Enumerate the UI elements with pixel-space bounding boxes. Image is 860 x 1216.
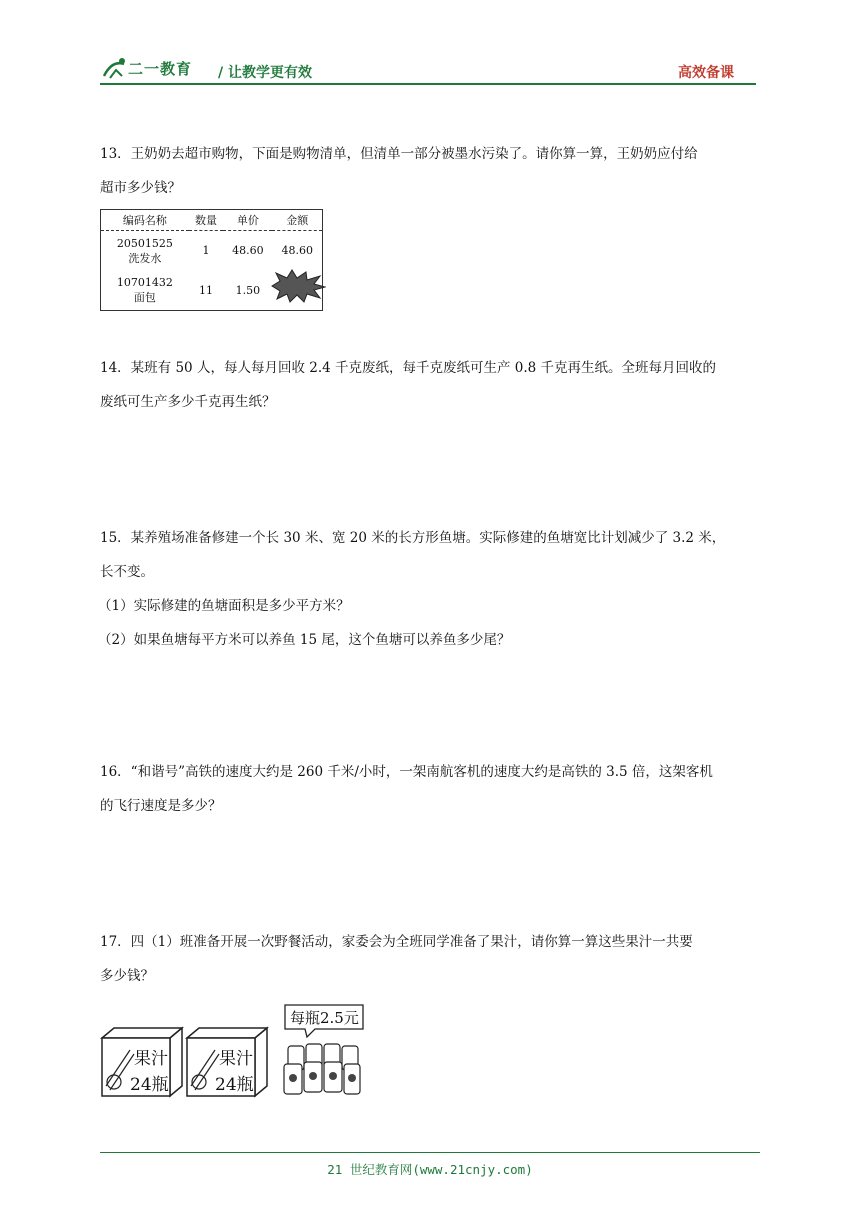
juice-box-count: 24瓶 xyxy=(215,1075,254,1095)
logo-text: 二一教育 xyxy=(128,60,193,78)
receipt-row xyxy=(101,231,323,271)
question-15 xyxy=(100,521,760,657)
question-15-line1: 15．某养殖场准备修建一个长 30 米、宽 20 米的长方形鱼塘。实际修建的鱼塘宽比计划减少了 3.2 米， xyxy=(100,530,726,546)
price-per-bottle: 每瓶2.5元 xyxy=(290,1009,359,1027)
receipt-amount: 48.60 xyxy=(281,244,313,258)
juice-box-label: 果汁 xyxy=(219,1049,253,1069)
question-15-sub2: （2）如果鱼塘每平方米可以养鱼 15 尾，这个鱼塘可以养鱼多少尾？ xyxy=(98,632,511,648)
question-16 xyxy=(100,755,760,823)
receipt-header-cell: 单价 xyxy=(223,210,272,231)
receipt-header-cell: 编码名称 xyxy=(101,210,189,231)
footer-divider xyxy=(100,1152,760,1153)
question-15-line2: 长不变。 xyxy=(100,564,154,580)
receipt-price: 1.50 xyxy=(235,283,261,297)
receipt-header-cell: 金额 xyxy=(272,210,322,231)
question-14-line2: 废纸可生产多少千克再生纸？ xyxy=(100,394,276,410)
receipt-item-code: 20501525 xyxy=(116,236,173,250)
receipt-item-name: 洗发水 xyxy=(128,251,162,265)
receipt-item-name: 面包 xyxy=(133,291,156,305)
receipt-item-cell xyxy=(101,231,189,271)
receipt-header-cell: 数量 xyxy=(189,210,223,231)
question-17-line2: 多少钱？ xyxy=(100,968,154,984)
juice-box xyxy=(185,1026,269,1098)
question-17-line1: 17．四（1）班准备开展一次野餐活动，家委会为全班同学准备了果汁，请你算一算这些果汁一共要 xyxy=(100,934,693,950)
juice-box-label: 果汁 xyxy=(134,1049,168,1069)
receipt-qty: 11 xyxy=(199,283,214,297)
page-header xyxy=(100,52,756,86)
ink-stain-icon xyxy=(270,269,326,303)
question-16-line2: 的飞行速度是多少？ xyxy=(100,798,222,814)
receipt-price: 48.60 xyxy=(232,244,264,258)
footer-text: 21 世纪教育网(www.21cnjy.com) xyxy=(327,1162,533,1177)
question-13-line1: 13．王奶奶去超市购物，下面是购物清单，但清单一部分被墨水污染了。请你算一算，王奶奶应付给 xyxy=(100,146,698,162)
question-14-line1: 14．某班有 50 人，每人每月回收 2.4 千克废纸，每千克废纸可生产 0.8 千克再生纸。全班每月回收的 xyxy=(100,360,717,376)
header-right-label: 高效备课 xyxy=(678,65,734,81)
question-16-line1: 16．“和谐号”高铁的速度大约是 260 千米/小时，一架南航客机的速度大约是高铁的 3.5 倍，这架客机 xyxy=(100,764,713,780)
question-17 xyxy=(100,925,760,993)
receipt-item-code: 10701432 xyxy=(116,276,173,290)
receipt-header-row xyxy=(101,210,323,231)
question-15-sub1: （1）实际修建的鱼塘面积是多少平方米？ xyxy=(98,598,350,614)
juice-bottles-icon xyxy=(282,1036,362,1096)
question-14 xyxy=(100,351,760,419)
question-13-line2: 超市多少钱？ xyxy=(100,180,181,196)
receipt-item-cell xyxy=(101,271,189,311)
receipt-qty: 1 xyxy=(202,244,210,258)
price-speech-bubble xyxy=(283,1003,365,1033)
header-divider xyxy=(100,83,756,85)
juice-box-count: 24瓶 xyxy=(130,1075,169,1095)
header-slogan: / 让教学更有效 xyxy=(218,65,312,81)
juice-box xyxy=(100,1026,184,1098)
question-13 xyxy=(100,137,760,205)
